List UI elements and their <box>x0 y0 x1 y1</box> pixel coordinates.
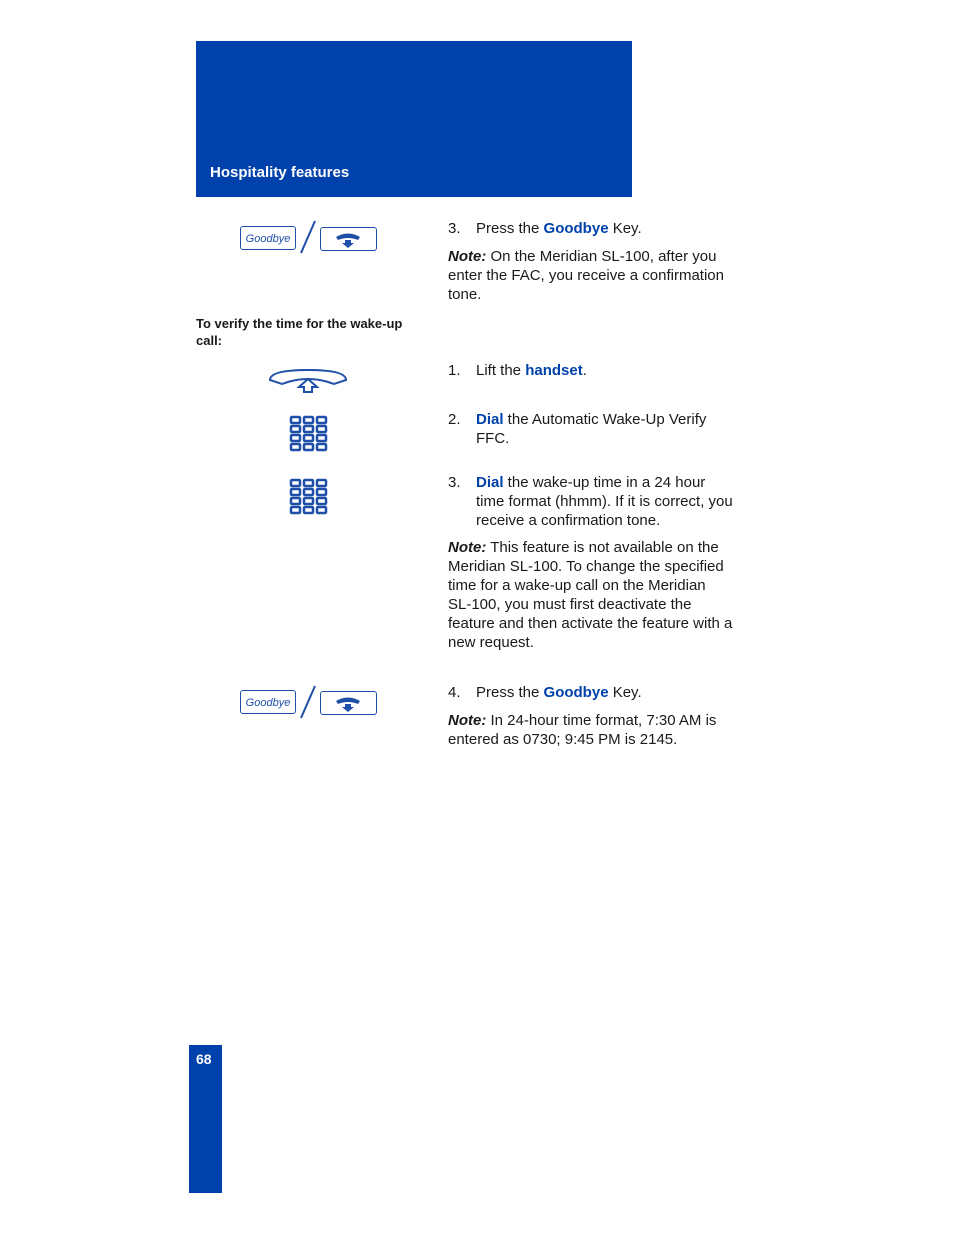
note-confirmation-tone <box>448 247 733 304</box>
dialpad-icon <box>289 415 329 455</box>
step-text-end: Key. <box>608 684 642 701</box>
note-sl100-unavailable <box>448 538 733 652</box>
release-key-icon <box>320 227 377 251</box>
procedure-subheading: To verify the time for the wake-up call: <box>196 316 403 348</box>
page-number: 68 <box>196 1051 212 1067</box>
step-number: 3. <box>448 220 461 237</box>
goodbye-keyword: Goodbye <box>543 684 609 701</box>
goodbye-keyword: Goodbye <box>543 220 609 237</box>
step-dial-verify-ffc <box>448 410 733 448</box>
step-text: Press the <box>476 220 544 237</box>
step-text: the wake-up time in a 24 hour time format (hhmm). If it is correct, you receive a confirmation tone. <box>476 474 733 529</box>
note-label: Note: <box>448 248 487 265</box>
release-key-icon <box>320 691 377 715</box>
goodbye-key-icon: Goodbye <box>240 226 296 250</box>
step-press-goodbye-1 <box>448 219 733 238</box>
handset-lift-icon <box>266 366 350 396</box>
slash-divider-icon <box>298 219 318 255</box>
handset-down-icon <box>321 228 376 250</box>
handset-down-icon <box>321 692 376 714</box>
step-number: 2. <box>448 411 461 428</box>
note-text: On the Meridian SL-100, after you enter the FAC, you receive a confirmation tone. <box>448 248 724 303</box>
note-label: Note: <box>448 539 487 556</box>
handset-keyword: handset <box>525 362 583 379</box>
page-number-tab <box>189 1045 222 1193</box>
step-text: Press the <box>476 684 544 701</box>
step-number: 1. <box>448 362 461 379</box>
step-text-end: Key. <box>608 220 642 237</box>
note-text: In 24-hour time format, 7:30 AM is entered as 0730; 9:45 PM is 2145. <box>448 712 717 748</box>
step-number: 3. <box>448 474 461 491</box>
section-title: Hospitality features <box>210 164 350 181</box>
note-text: This feature is not available on the Meridian SL-100. To change the specified time for a wake-up call on the Meridian SL-100, you must first deactivate the feature and then activate the feature with a new request. <box>448 539 733 651</box>
note-label: Note: <box>448 712 487 729</box>
step-dial-wakeup-time <box>448 473 733 530</box>
note-24-hour-format <box>448 711 733 749</box>
step-number: 4. <box>448 684 461 701</box>
dialpad-icon <box>289 478 329 518</box>
step-text: Lift the <box>476 362 526 379</box>
step-text-end: . <box>582 362 587 379</box>
step-text: the Automatic Wake-Up Verify FFC. <box>476 411 707 447</box>
dial-keyword: Dial <box>476 411 504 428</box>
slash-divider-icon <box>298 684 318 720</box>
header-band <box>196 41 632 197</box>
step-lift-handset <box>448 361 733 380</box>
goodbye-key-icon: Goodbye <box>240 690 296 714</box>
step-press-goodbye-2 <box>448 683 733 702</box>
dial-keyword: Dial <box>476 474 504 491</box>
